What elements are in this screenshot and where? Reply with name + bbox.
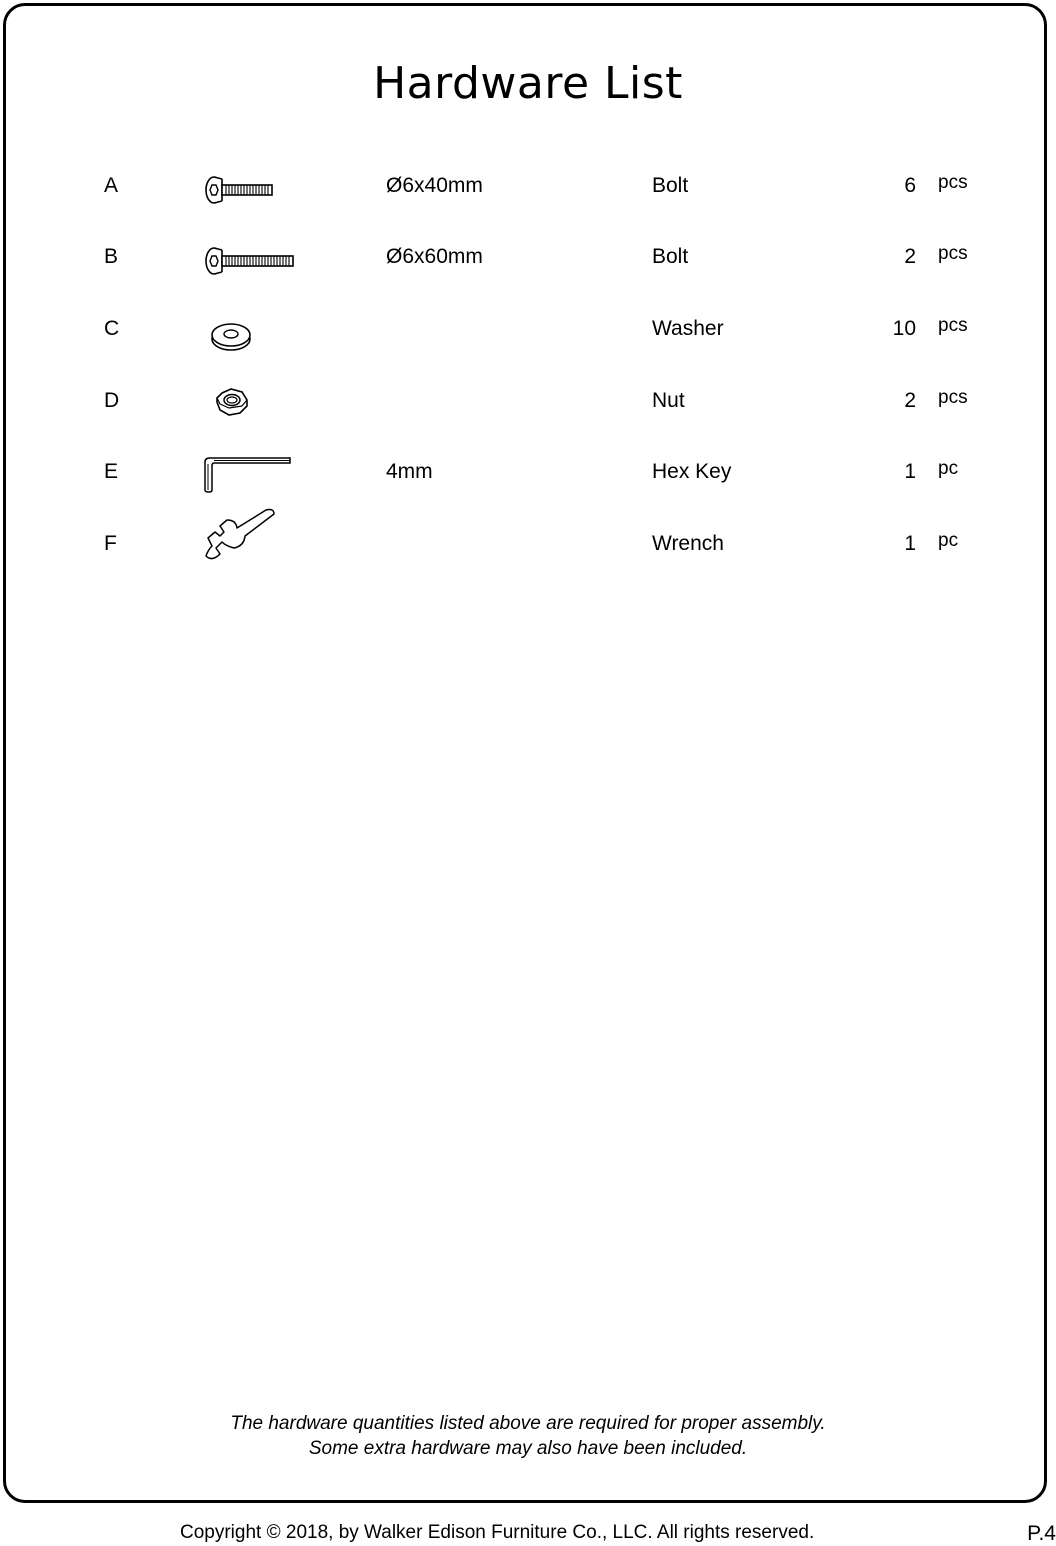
item-spec: Ø6x40mm xyxy=(386,174,483,197)
bolt-long-icon xyxy=(198,245,298,277)
page-border xyxy=(3,3,1047,1503)
item-letter: A xyxy=(104,174,119,197)
page-number: P.4 xyxy=(1027,1522,1056,1545)
item-name: Bolt xyxy=(652,245,689,268)
hardware-row-b xyxy=(0,245,1056,295)
item-letter: C xyxy=(104,317,120,340)
item-name: Hex Key xyxy=(652,460,732,483)
item-unit: pcs xyxy=(938,315,968,336)
item-quantity: 1 xyxy=(904,460,916,483)
item-quantity: 6 xyxy=(904,174,916,197)
item-unit: pcs xyxy=(938,387,968,408)
item-quantity: 10 xyxy=(892,317,916,340)
item-name: Washer xyxy=(652,317,724,340)
hardware-row-f xyxy=(0,532,1056,582)
copyright-text: Copyright © 2018, by Walker Edison Furniture Co., LLC. All rights reserved. xyxy=(180,1522,815,1543)
item-spec: Ø6x60mm xyxy=(386,245,483,268)
note-line: Some extra hardware may also have been included. xyxy=(308,1438,748,1459)
item-unit: pcs xyxy=(938,172,968,193)
footer xyxy=(0,1522,1056,1544)
assembly-note xyxy=(0,1411,1056,1461)
hardware-row-e xyxy=(0,460,1056,510)
hardware-row-c xyxy=(0,317,1056,367)
item-quantity: 1 xyxy=(904,532,916,555)
hardware-row-a xyxy=(0,174,1056,224)
item-name: Wrench xyxy=(652,532,724,555)
item-spec: 4mm xyxy=(386,460,433,483)
wrench-icon xyxy=(200,506,280,564)
hardware-row-d xyxy=(0,389,1056,439)
item-letter: E xyxy=(104,460,119,483)
bolt-short-icon xyxy=(198,174,278,206)
hex-key-icon xyxy=(202,456,294,496)
item-letter: F xyxy=(104,532,117,555)
item-name: Nut xyxy=(652,389,685,412)
item-unit: pc xyxy=(938,458,959,479)
item-name: Bolt xyxy=(652,174,689,197)
item-letter: D xyxy=(104,389,120,412)
item-quantity: 2 xyxy=(904,389,916,412)
nut-icon xyxy=(214,386,250,418)
note-line: The hardware quantities listed above are required for proper assembly. xyxy=(230,1413,826,1434)
item-letter: B xyxy=(104,245,119,268)
washer-icon xyxy=(208,319,254,353)
item-unit: pcs xyxy=(938,243,968,264)
item-quantity: 2 xyxy=(904,245,916,268)
page-title: Hardware List xyxy=(373,58,683,109)
item-unit: pc xyxy=(938,530,959,551)
